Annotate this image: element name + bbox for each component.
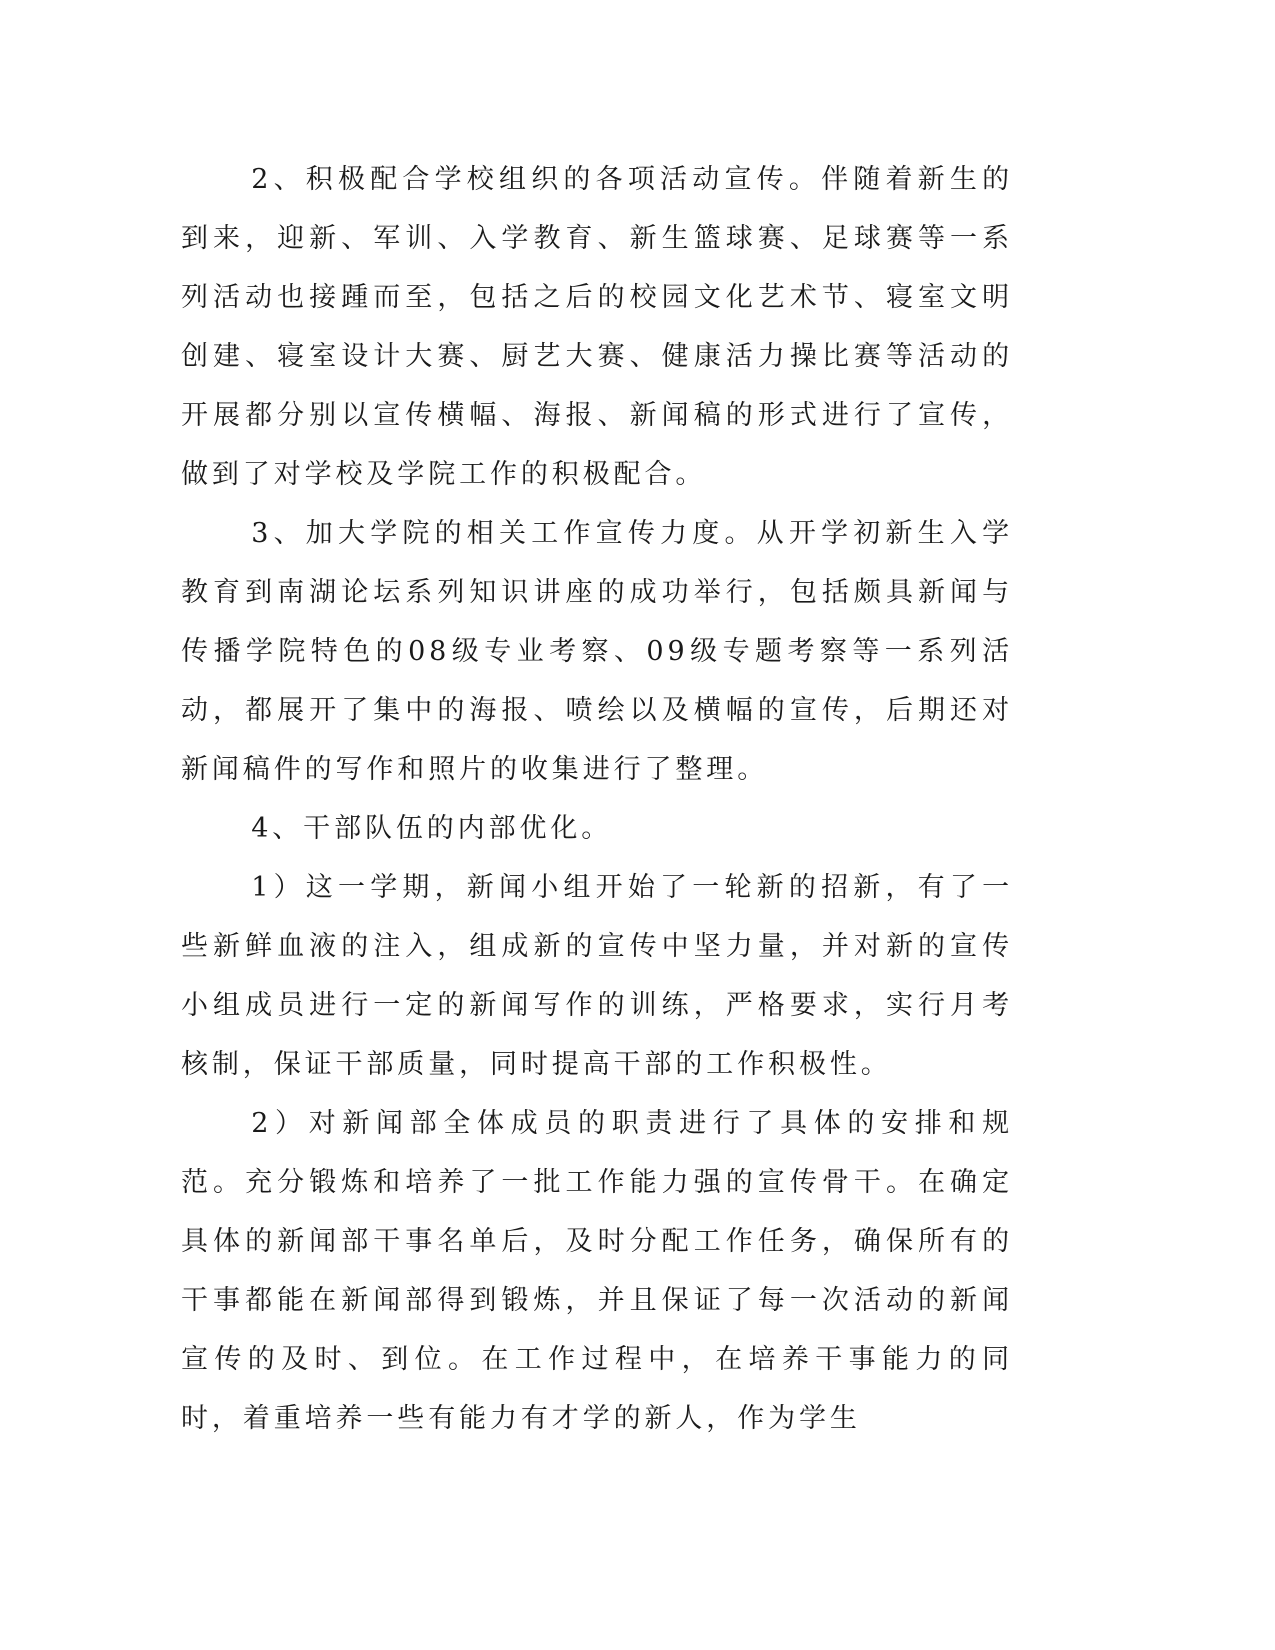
paragraph-recruitment: 1）这一学期，新闻小组开始了一轮新的招新，有了一些新鲜血液的注入，组成新的宣传中坚力量，并对新的宣传小组成员进行一定的新闻写作的训练，严格要求，实行月考核制，保证干部质量，同时提高干部的工作积极性。 [181,872,1013,1080]
paragraph-member-duties: 2）对新闻部全体成员的职责进行了具体的安排和规范。充分锻炼和培养了一批工作能力强的宣传骨干。在确定具体的新闻部干事名单后，及时分配工作任务，确保所有的干事都能在新闻部得到锻炼，并且保证了每一次活动的新闻宣传的及时、到位。在工作过程中，在培养干事能力的同时，着重培养一些有能力有才学的新人，作为学生 [181,1108,1013,1434]
paragraph-college-publicity: 3、加大学院的相关工作宣传力度。从开学初新生入学教育到南湖论坛系列知识讲座的成功举行，包括颇具新闻与传播学院特色的08级专业考察、09级专题考察等一系列活动，都展开了集中的海报、喷绘以及横幅的宣传，后期还对新闻稿件的写作和照片的收集进行了整理。 [181,518,1013,785]
paragraph-team-optimization-heading: 4、干部队伍的内部优化。 [251,813,613,844]
document-body [181,150,1013,1448]
paragraph-activity-publicity: 2、积极配合学校组织的各项活动宣传。伴随着新生的到来，迎新、军训、入学教育、新生篮球赛、足球赛等一系列活动也接踵而至，包括之后的校园文化艺术节、寝室文明创建、寝室设计大赛、厨艺大赛、健康活力操比赛等活动的开展都分别以宣传横幅、海报、新闻稿的形式进行了宣传，做到了对学校及学院工作的积极配合。 [181,164,1013,490]
